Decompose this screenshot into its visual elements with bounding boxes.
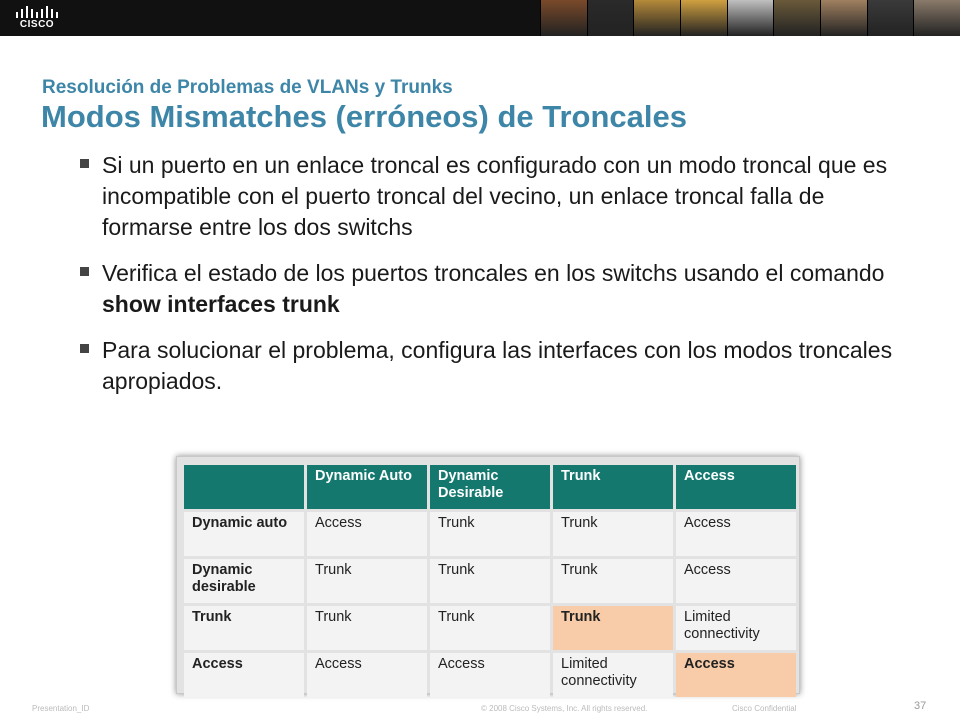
table-corner-cell <box>184 465 304 509</box>
bullet-text: Para solucionar el problema, configura las interfaces con los modos troncales apropiados. <box>102 337 893 394</box>
row-header: Trunk <box>184 606 304 650</box>
column-header: Access <box>676 465 796 509</box>
top-banner <box>0 0 960 36</box>
table-cell: Access <box>307 512 427 556</box>
row-header: Dynamic desirable <box>184 559 304 603</box>
bullet-text: Si un puerto en un enlace troncal es configurado con un modo troncal que es incompatible con el puerto troncal del vecino, un enlace troncal falla de formarse entre los dos switchs <box>102 152 888 240</box>
cisco-logo <box>14 6 60 32</box>
banner-photo <box>867 0 914 36</box>
footer-presentation-id: Presentation_ID <box>32 704 90 713</box>
table-cell: Trunk <box>553 559 673 603</box>
table-row <box>184 606 796 650</box>
table-cell: Trunk <box>430 606 550 650</box>
table-cell: Trunk <box>430 512 550 556</box>
slide-title: Modos Mismatches (erróneos) de Troncales <box>41 99 688 134</box>
bullet-command: show interfaces trunk <box>102 291 340 317</box>
bullet-square-icon <box>80 344 89 353</box>
table-cell: Access <box>676 512 796 556</box>
table-cell-highlighted: Trunk <box>553 606 673 650</box>
table-cell: Access <box>430 653 550 697</box>
table-row <box>184 653 796 697</box>
slide-subtitle: Resolución de Problemas de VLANs y Trunks <box>42 77 453 98</box>
banner-photo <box>913 0 960 36</box>
bullet-item <box>78 258 908 320</box>
table-cell: Access <box>676 559 796 603</box>
row-header: Dynamic auto <box>184 512 304 556</box>
footer-confidential: Cisco Confidential <box>732 704 797 713</box>
column-header: Dynamic Desirable <box>430 465 550 509</box>
table-cell: Trunk <box>430 559 550 603</box>
table-cell: Access <box>307 653 427 697</box>
bullet-list <box>78 150 908 412</box>
banner-photo <box>587 0 634 36</box>
bullet-item <box>78 335 908 397</box>
table-cell-highlighted: Access <box>676 653 796 697</box>
trunk-mode-table <box>181 462 799 700</box>
table-cell: Trunk <box>307 606 427 650</box>
bullet-item <box>78 150 908 243</box>
photo-banner <box>540 0 960 36</box>
banner-photo <box>540 0 587 36</box>
table-row <box>184 512 796 556</box>
banner-photo <box>680 0 727 36</box>
column-header: Dynamic Auto <box>307 465 427 509</box>
table-cell: Limited connectivity <box>553 653 673 697</box>
column-header: Trunk <box>553 465 673 509</box>
trunk-mode-table-frame <box>176 456 800 694</box>
table-row <box>184 559 796 603</box>
page-number: 37 <box>914 700 927 712</box>
banner-photo <box>633 0 680 36</box>
bullet-text: Verifica el estado de los puertos troncales en los switchs usando el comando <box>102 260 885 286</box>
banner-photo <box>727 0 774 36</box>
banner-photo <box>820 0 867 36</box>
bullet-square-icon <box>80 267 89 276</box>
banner-photo <box>773 0 820 36</box>
table-cell: Trunk <box>307 559 427 603</box>
cisco-logo-text: CISCO <box>19 19 55 30</box>
table-header-row <box>184 465 796 509</box>
table-cell: Limited connectivity <box>676 606 796 650</box>
table-cell: Trunk <box>553 512 673 556</box>
cisco-bars-icon <box>14 6 60 18</box>
row-header: Access <box>184 653 304 697</box>
footer-copyright: © 2008 Cisco Systems, Inc. All rights reserved. <box>481 704 648 713</box>
bullet-square-icon <box>80 159 89 168</box>
